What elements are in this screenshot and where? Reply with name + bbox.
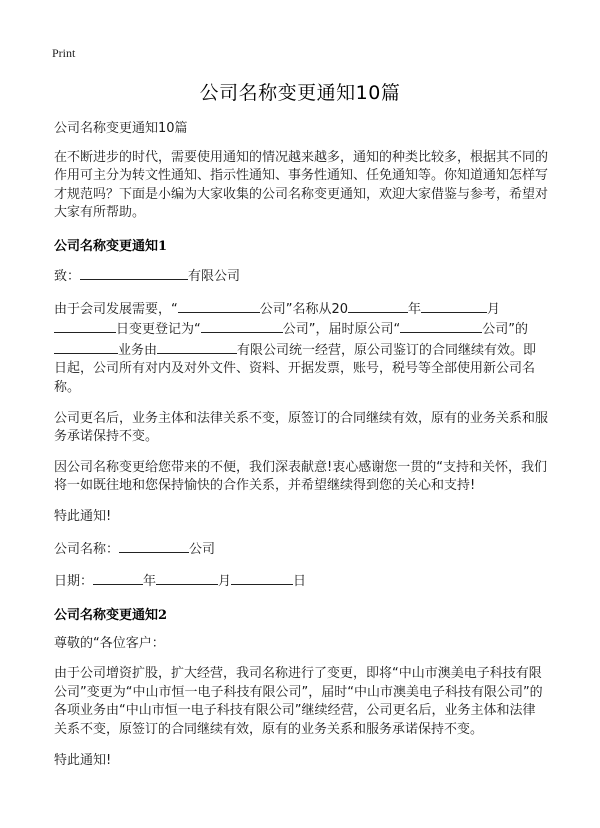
text-segment: 公司”名称从20 (259, 301, 349, 317)
document-body (54, 120, 548, 782)
notice-1-body-1 (54, 299, 548, 398)
old-name-blank (178, 299, 260, 313)
original-company-blank (400, 319, 482, 333)
text-segment: 日变更登记为“ (116, 322, 201, 338)
date-label: 日期： (54, 574, 94, 590)
date-day-blank (231, 571, 293, 585)
day-label: 日 (293, 574, 307, 590)
document-title: 公司名称变更通知10篇 (199, 82, 401, 104)
text-segment: 业务由 (118, 342, 158, 358)
company-suffix: 公司 (189, 541, 216, 557)
recipient-blank (80, 266, 188, 280)
notice-2-body: 由于公司增资扩股，扩大经营，我司名称进行了变更，即将“中山市澳美电子科技有限公司”变更为“中山市恒一电子科技有限公司”，届时“中山市澳美电子科技有限公司”的各项业务由“中山市恒一电子科技有限公司”继续经营，公司更名后，业务主体和法律关系不变，原签订的合同继续有效，原有的业务关系和服务承诺保持不变。 (54, 666, 543, 738)
text-segment: 有限公司统一经营，原公司鉴订的合同继续有效。即日起，公司所有对内及对外文件、资料、开据发票，账号，税号等全部使用新公司名称。 (54, 342, 537, 395)
date-year-blank (93, 571, 143, 585)
notice-2-heading: 公司名称变更通知2 (54, 607, 168, 623)
notice-1-body-3: 因公司名称变更给您带来的不便，我们深表献意!衷心感谢您一贯的“支持和关怀，我们将一如既往地和您保持愉快的合作关系，并希望继续得到您的关心和支持! (54, 459, 547, 494)
print-link[interactable]: Print (52, 46, 76, 60)
business-blank (54, 340, 118, 354)
text-segment: 月 (487, 301, 501, 317)
company-label: 公司名称： (54, 541, 120, 557)
month-blank (421, 299, 487, 313)
text-segment: 公司”，届时原公司“ (282, 322, 401, 338)
notice-2-greeting: 尊敬的“各位客户： (54, 635, 165, 651)
text-segment: 公司”的 (482, 322, 528, 338)
text-segment: 由于会司发展需要，“ (54, 301, 178, 317)
date-month-blank (156, 571, 218, 585)
notice-1-body-2: 公司更名后，业务主体和法律关系不变，原签订的合同继续有效，原有的业务关系和服务承诺保持不变。 (54, 410, 549, 445)
notice-2-closing: 特此通知! (54, 752, 112, 768)
operator-blank (157, 340, 237, 354)
notice-1 (54, 235, 548, 592)
month-label: 月 (218, 574, 232, 590)
year-blank (348, 299, 408, 313)
day-blank (54, 319, 116, 333)
year-label: 年 (143, 574, 157, 590)
text-segment: 年 (408, 301, 422, 317)
notice-2 (54, 604, 548, 771)
notice-1-company-line (54, 539, 548, 560)
notice-1-recipient (54, 266, 548, 287)
notice-1-date-line (54, 571, 548, 592)
notice-1-heading: 公司名称变更通知1 (54, 238, 168, 254)
recipient-prefix: 致： (54, 268, 81, 284)
intro-paragraph: 在不断进步的时代，需要使用通知的情况越来越多，通知的种类比较多，根据其不同的作用可主分为转文性通知、指示性通知、事务性通知、任免通知等。你知道通知怎样写才规范吗？下面是小编为大家收集的公司名称变更通知，欢迎大家借鉴与参考，希望对大家有所帮助。 (54, 149, 549, 221)
recipient-suffix: 有限公司 (188, 268, 241, 284)
notice-1-closing: 特此通知! (54, 508, 112, 524)
document-subtitle: 公司名称变更通知10篇 (54, 121, 188, 136)
company-blank (119, 539, 189, 553)
new-name-blank (201, 319, 283, 333)
